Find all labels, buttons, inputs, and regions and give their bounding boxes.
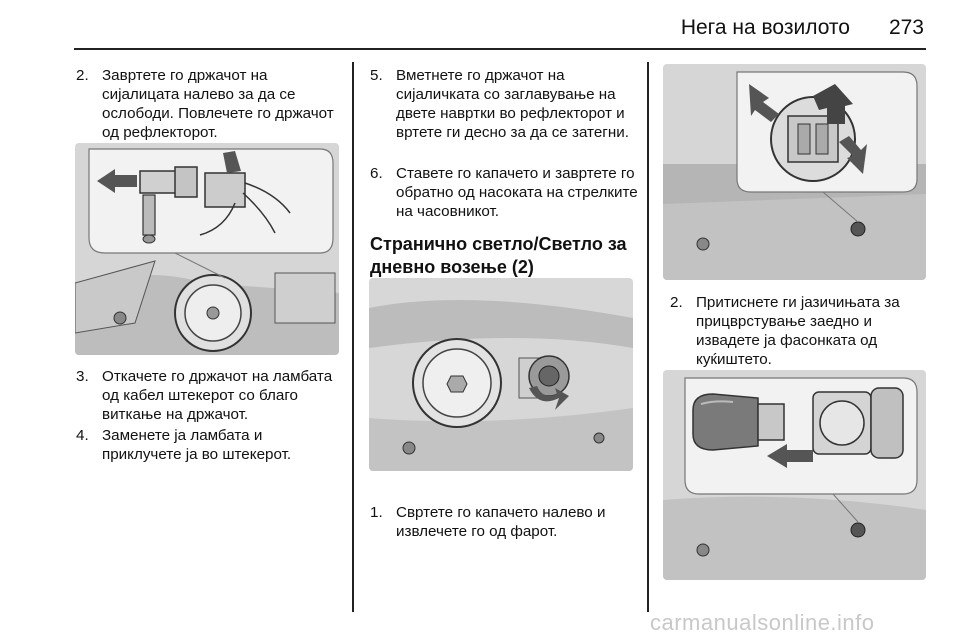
step-text: Свртете го капачето налево и извлечете го од фарот. [396, 504, 606, 540]
step-text: Заменете ја ламбата и приклучете ја во штекерот. [102, 427, 292, 463]
step-number: 5. [370, 67, 383, 84]
header-rule [74, 48, 926, 50]
step-2-left [76, 66, 346, 142]
step-number: 4. [76, 427, 89, 444]
step-number: 6. [370, 165, 383, 182]
step-6-middle [370, 164, 642, 221]
figure-socket-tabs [663, 64, 926, 280]
step-text: Завртете го држачот на сијалицата налево за да се ослободи. Повлечете го држачот од рефлекторот. [102, 67, 334, 141]
section-heading: Странично светло/Светло за дневно возење (2) [370, 234, 627, 277]
step-2-right [670, 293, 926, 369]
page-number: 273 [888, 16, 924, 39]
step-3-left [76, 367, 352, 424]
step-1-middle [370, 503, 642, 541]
step-number: 3. [76, 368, 89, 385]
step-number: 2. [670, 294, 683, 311]
step-4-left [76, 426, 346, 464]
step-5-middle [370, 66, 642, 142]
figure-bulb-holder-removal [75, 143, 339, 355]
step-number: 2. [76, 67, 89, 84]
step-number: 1. [370, 504, 383, 521]
header-title: Нега на возилото [680, 16, 850, 39]
step-text: Откачете го држачот на ламбата од кабел штекерот со благо виткање на држачот. [102, 368, 333, 423]
column-divider-left [352, 62, 354, 612]
step-text: Притиснете ги јазичињата за прицврстување заедно и извадете ја фасонката од куќиштето. [696, 294, 900, 368]
step-text: Вметнете го држачот на сијаличката со заглавување на двете навртки во рефлекторот и вртете ги десно за да се затегни. [396, 67, 629, 141]
figure-bulb-socket-removal [663, 370, 926, 580]
watermark: carmanualsonline.info [650, 610, 875, 635]
step-text: Ставете го капачето и завртете го обратно од насоката на стрелките на часовникот. [396, 165, 638, 220]
column-divider-right [647, 62, 649, 612]
figure-cap-rotation [369, 278, 633, 471]
